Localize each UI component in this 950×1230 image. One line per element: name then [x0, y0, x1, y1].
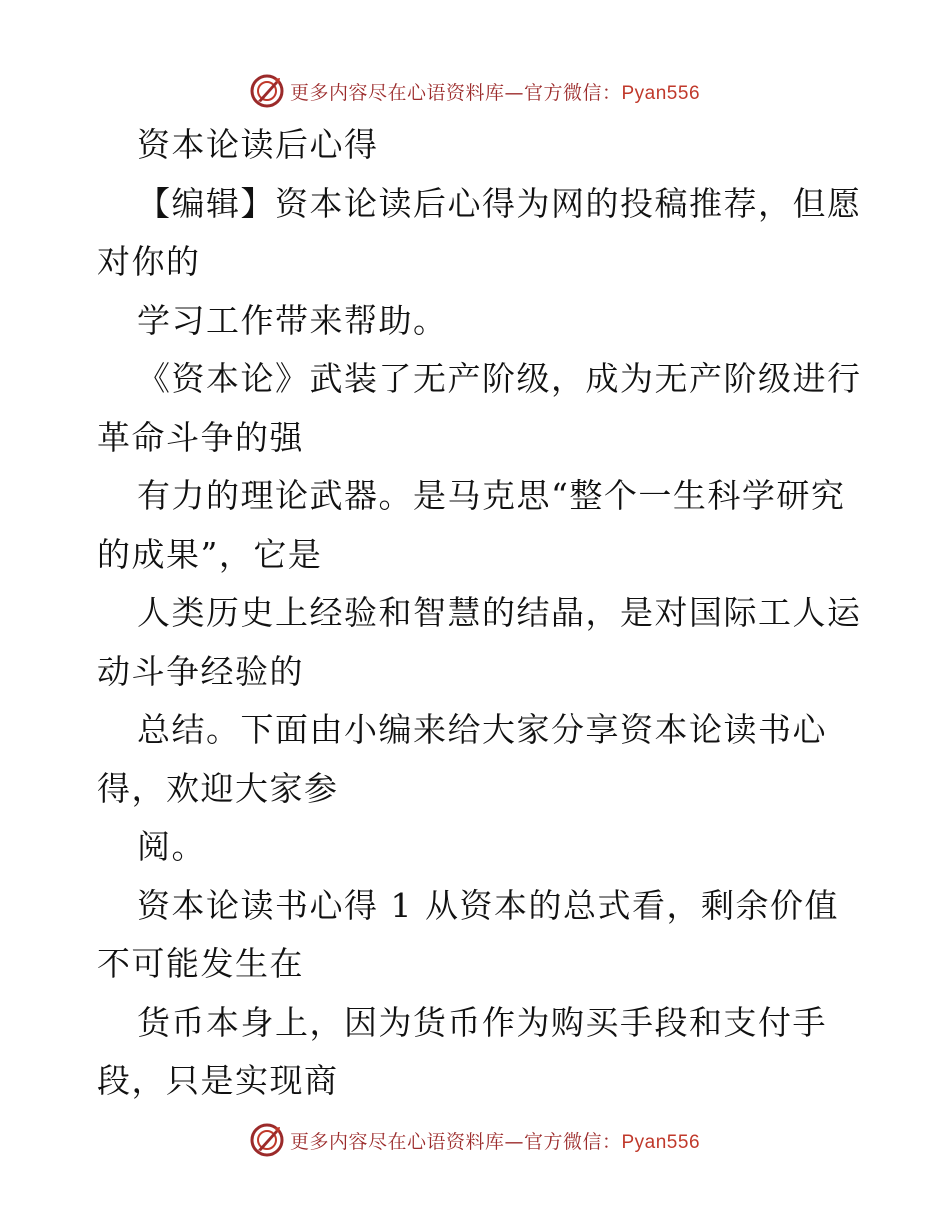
paragraph-line: 对你的: [97, 242, 201, 281]
watermark-separator: —: [504, 1130, 524, 1153]
paragraph-line: 货币本身上，因为货币作为购买手段和支付手: [137, 1002, 827, 1042]
paragraph-line: 【编辑】资本论读后心得为网的投稿推荐，但愿: [137, 183, 862, 223]
paragraph-line: 革命斗争的强: [97, 417, 304, 457]
paragraph-line: 学习工作带来帮助。: [137, 300, 448, 340]
paragraph-line: 动斗争经验的: [97, 651, 304, 691]
watermark-handle: Pyan556: [621, 1131, 701, 1153]
paragraph-line: 总结。下面由小编来给大家分享资本论读书心: [137, 710, 827, 749]
paragraph-line: 人类历史上经验和智慧的结晶，是对国际工人运: [137, 593, 862, 632]
paragraph-line: 得，欢迎大家参: [97, 768, 339, 808]
quill-seal-icon: [250, 74, 284, 108]
watermark-wechat-label: 官方微信：: [523, 1130, 622, 1153]
header-watermark: [0, 73, 950, 109]
paragraph-line: 资本论读书心得 1 从资本的总式看，剩余价值: [137, 885, 839, 925]
paragraph-line: 有力的理论武器。是马克思“整个一生科学研究: [137, 476, 846, 515]
paragraph-line: 不可能发生在: [97, 944, 304, 983]
quill-seal-icon: [250, 1123, 284, 1157]
paragraph-line: 段，只是实现商: [97, 1061, 339, 1100]
watermark-handle: Pyan556: [621, 82, 701, 104]
paragraph-line: 阅。: [137, 827, 206, 866]
watermark-brand: 更多内容尽在心语资料库: [289, 1130, 505, 1153]
watermark-text: [290, 78, 700, 105]
document-title: 资本论读后心得: [137, 125, 379, 164]
watermark-text: [290, 1127, 700, 1154]
paragraph-line: 的成果”，它是: [97, 534, 323, 574]
watermark-brand: 更多内容尽在心语资料库: [289, 81, 505, 104]
watermark-wechat-label: 官方微信：: [523, 81, 622, 104]
document-body: [97, 116, 862, 1111]
footer-watermark: [0, 1122, 950, 1158]
paragraph-line: 《资本论》武装了无产阶级，成为无产阶级进行: [137, 359, 862, 398]
watermark-separator: —: [504, 81, 524, 104]
